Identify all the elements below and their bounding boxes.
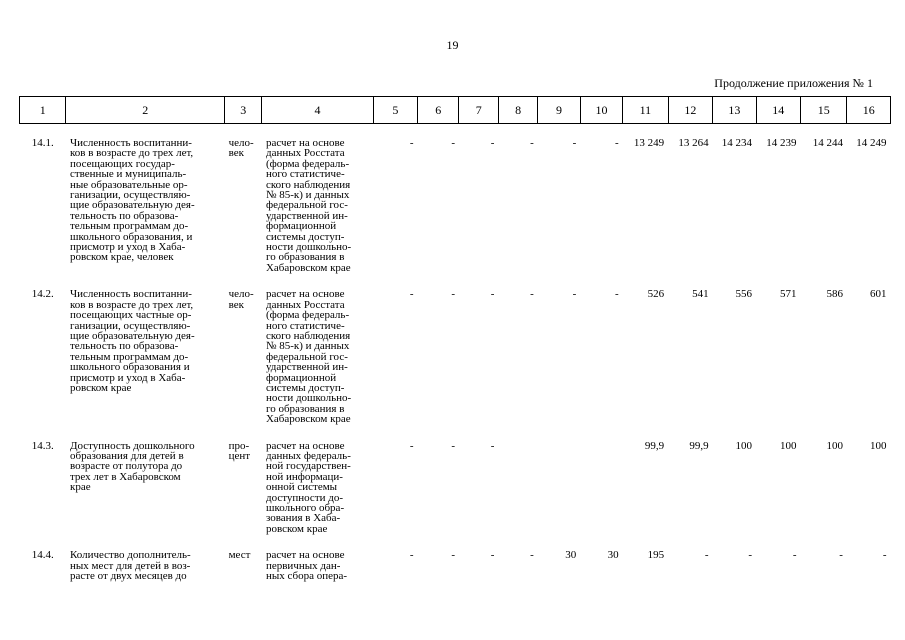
column-header: 4 (262, 97, 373, 124)
column-header: 5 (373, 97, 417, 124)
value-cell: 30 (565, 549, 577, 562)
value-cell: 100 (779, 439, 797, 452)
value-cell: 30 (607, 549, 619, 562)
value-cell (538, 441, 580, 535)
row-number: 14.4. (31, 549, 54, 562)
column-header: 9 (538, 97, 580, 124)
value-cell: 526 (647, 288, 665, 301)
value-cell: - (839, 549, 843, 562)
column-header: 12 (668, 97, 712, 124)
value-cell: - (530, 137, 534, 149)
column-header: 13 (713, 97, 756, 124)
method-cell: расчет на основе данных Росстата (форма федераль- ного статистиче- ского наблюдения № 85-к) и данных федеральной гос- ударственной ин- формационной системы доступ- ности дошкольно- го образования в Хабаровском крае (265, 137, 352, 274)
value-cell: 571 (779, 288, 797, 301)
value-cell: 601 (870, 288, 887, 301)
indicator-name: Количество дополнитель- ных мест для детей в воз- расте от двух месяцев до (69, 549, 191, 583)
value-cell: 14 244 (812, 137, 843, 149)
table-row (20, 441, 891, 535)
value-cell: - (704, 549, 709, 562)
page-number: 19 (446, 38, 459, 52)
column-header: 16 (847, 97, 891, 124)
row-spacer (20, 273, 891, 289)
indicator-name: Численность воспитанни- ков в возрасте до трех лет, посещающих государ- ственные и муниципаль- ные образовательные ор- ганизации, осуществляю- щие образовательную дея- тельность по образова- тельным программам до- школьного образования, и присмотр и уход в Хаба- ровском крае, человек (69, 137, 195, 264)
row-number: 14.3. (31, 439, 54, 452)
row-number: 14.1. (31, 137, 54, 149)
column-header: 8 (498, 97, 537, 124)
method-cell: расчет на основе данных Росстата (форма федераль- ного статистиче- ского наблюдения № 85-к) и данных федеральной гос- ударственной ин- формационной системы доступ- ности дошкольно- го образования в Хабаровском крае (265, 288, 352, 426)
unit-cell: чело- век (228, 288, 254, 311)
value-cell: - (451, 439, 455, 452)
value-cell: - (451, 288, 455, 301)
column-header: 11 (623, 97, 668, 124)
value-cell: - (792, 549, 797, 562)
value-cell: 100 (826, 439, 843, 452)
column-header: 2 (66, 97, 225, 124)
column-header: 14 (756, 97, 800, 124)
value-cell: - (615, 288, 619, 301)
row-number: 14.2. (31, 288, 54, 301)
method-cell: расчет на основе данных федераль- ной государствен- ной информаци- онной системы доступности до- школьного обра- зования в Хаба- ровском крае (265, 439, 351, 535)
value-cell: - (490, 137, 495, 149)
value-cell: - (530, 549, 534, 562)
value-cell: - (490, 288, 495, 301)
value-cell: - (409, 288, 414, 301)
table-header-row (20, 97, 891, 124)
column-header: 15 (800, 97, 846, 124)
value-cell: - (530, 288, 534, 301)
appendix-continuation-label: Продолжение приложения № 1 (714, 76, 873, 90)
value-cell: 586 (826, 288, 843, 301)
value-cell (498, 441, 537, 535)
value-cell: - (451, 137, 455, 149)
indicator-name: Доступность дошкольного образования для детей в возрасте от полутора до трех лет в Хабаровском крае (69, 439, 195, 494)
value-cell (580, 441, 622, 535)
table-row (20, 138, 891, 273)
value-cell: 13 264 (678, 137, 709, 149)
value-cell: 14 239 (766, 137, 797, 149)
value-cell: - (490, 439, 495, 452)
value-cell: 13 249 (633, 137, 665, 149)
value-cell: - (572, 288, 577, 301)
value-cell: - (748, 549, 753, 562)
unit-cell: про- цент (228, 439, 251, 462)
value-cell: - (490, 549, 495, 562)
value-cell: - (409, 137, 414, 149)
value-cell: - (615, 137, 619, 149)
indicator-name: Численность воспитанни- ков в возрасте до трех лет, посещающих частные ор- ганизации, осуществляю- щие образовательную дея- тельность по образова- тельным программам до- школьного образования и присмотр и уход в Хаба- ровском крае (69, 288, 195, 394)
value-cell: - (409, 439, 414, 452)
row-spacer (20, 425, 891, 441)
value-cell: - (572, 137, 577, 149)
table-row (20, 550, 891, 581)
value-cell: 14 249 (856, 137, 887, 149)
unit-cell: чело- век (228, 137, 254, 160)
value-cell: 556 (735, 288, 753, 301)
method-cell: расчет на основе первичных дан- ных сбора опера- (265, 549, 348, 583)
unit-cell: мест (228, 549, 251, 562)
column-header: 3 (225, 97, 262, 124)
column-header: 10 (580, 97, 622, 124)
value-cell: 100 (870, 439, 887, 452)
column-header: 1 (20, 97, 66, 124)
value-cell: 99,9 (644, 439, 665, 452)
value-cell: 541 (692, 288, 709, 301)
row-spacer (20, 124, 891, 139)
value-cell: 100 (735, 439, 753, 452)
indicators-table (19, 96, 891, 581)
row-spacer (20, 534, 891, 550)
column-header: 7 (459, 97, 498, 124)
value-cell: 99,9 (689, 439, 709, 452)
table-row (20, 289, 891, 424)
value-cell: 195 (647, 549, 665, 562)
column-header: 6 (418, 97, 459, 124)
value-cell: - (882, 549, 887, 562)
value-cell: 14 234 (721, 137, 753, 149)
value-cell: - (451, 549, 455, 562)
value-cell: - (409, 549, 414, 562)
